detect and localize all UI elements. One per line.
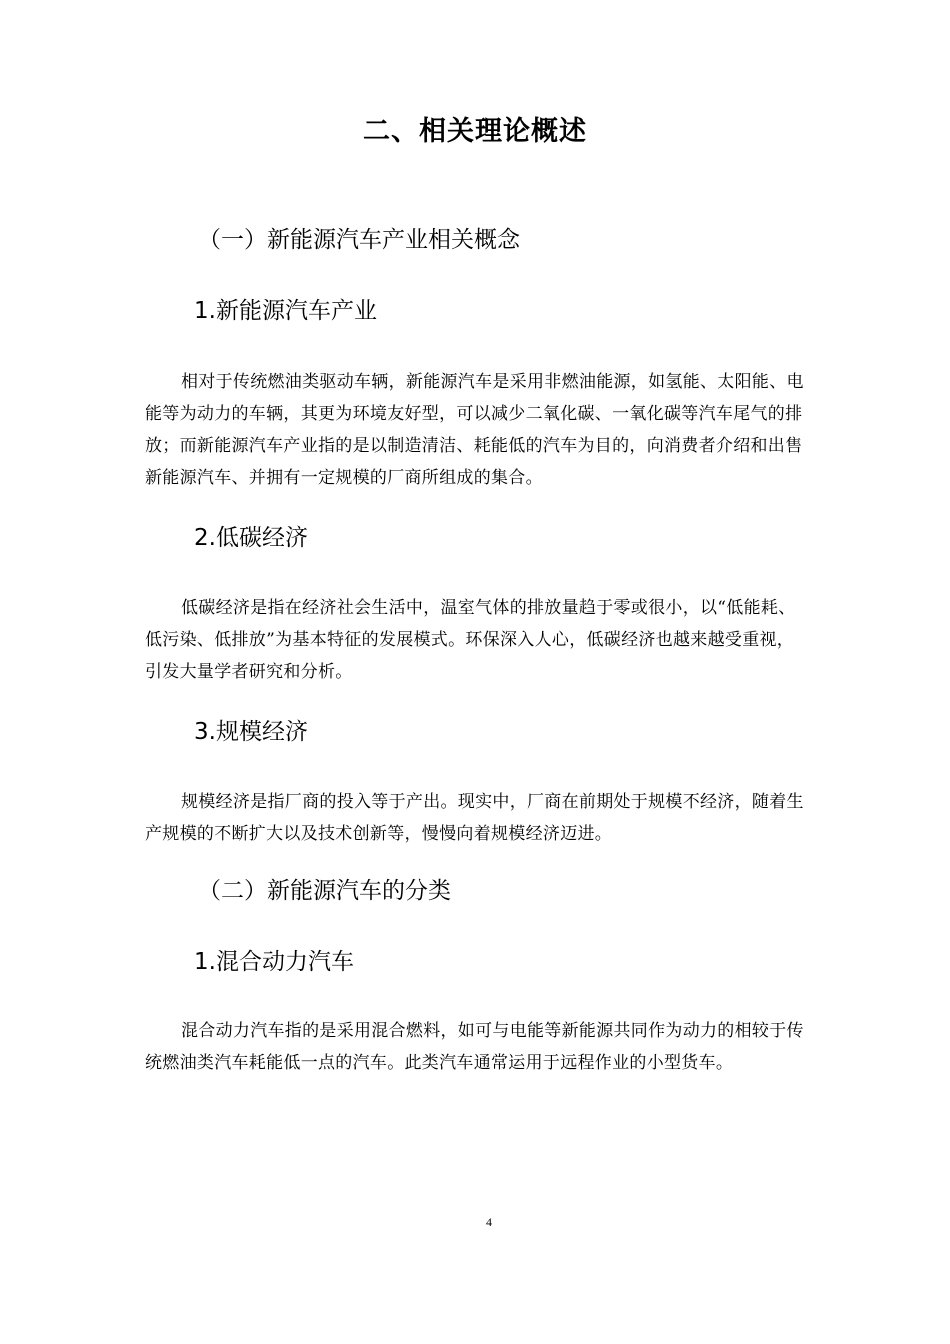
paragraph-1-2: 低碳经济是指在经济社会生活中，温室气体的排放量趋于零或很小，以“低能耗、低污染、低排放”为基本特征的发展模式。环保深入人心，低碳经济也越来越受重视，引发大量学者研究和分析。 [145, 598, 796, 682]
section-title-2: （二）新能源汽车的分类 [198, 878, 451, 904]
paragraph-1-3: 规模经济是指厂商的投入等于产出。现实中，厂商在前期处于规模不经济，随着生产规模的不断扩大以及技术创新等，慢慢向着规模经济迈进。 [145, 792, 804, 844]
chapter-title: 二、相关理论概述 [363, 116, 587, 147]
paragraph-2-1: 混合动力汽车指的是采用混合燃料，如可与电能等新能源共同作为动力的相较于传统燃油类汽车耗能低一点的汽车。此类汽车通常运用于远程作业的小型货车。 [145, 1021, 804, 1073]
section-title-1: （一）新能源汽车产业相关概念 [198, 227, 520, 253]
page-number: 4 [486, 1215, 492, 1229]
subsection-title-2-1: 1.混合动力汽车 [194, 949, 354, 975]
subsection-title-1-1: 1.新能源汽车产业 [194, 298, 377, 324]
paragraph-1-1: 相对于传统燃油类驱动车辆，新能源汽车是采用非燃油能源，如氢能、太阳能、电能等为动力的车辆，其更为环境友好型，可以减少二氧化碳、一氧化碳等汽车尾气的排放；而新能源汽车产业指的是以制造清洁、耗能低的汽车为目的，向消费者介绍和出售新能源汽车、并拥有一定规模的厂商所组成的集合。 [145, 372, 804, 488]
subsection-title-1-3: 3.规模经济 [194, 719, 308, 745]
subsection-title-1-2: 2.低碳经济 [194, 525, 308, 551]
